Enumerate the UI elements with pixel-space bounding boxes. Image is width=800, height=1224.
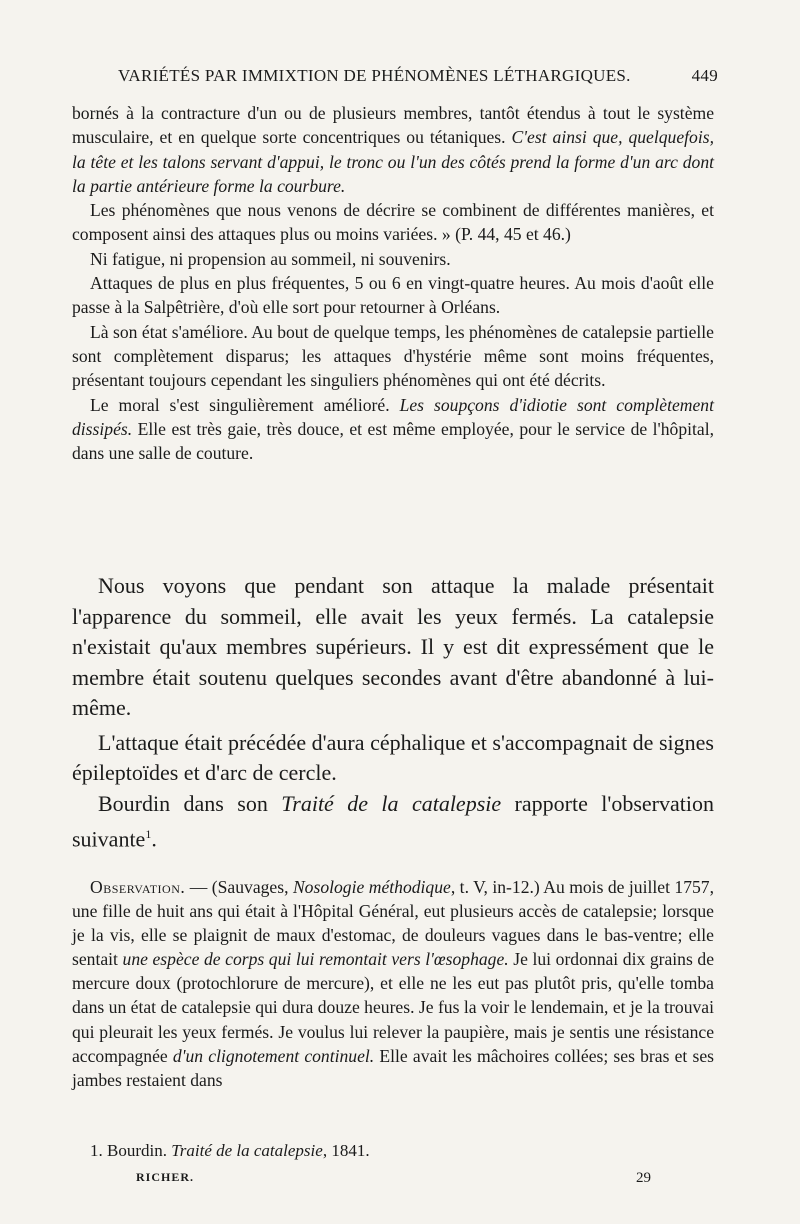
italic-run: une espèce de corps qui lui remontait vers l'œsophage. [122,949,509,970]
observation-label: Observation. [90,877,186,897]
running-title: VARIÉTÉS PAR IMMIXTION DE PHÉNOMÈNES LÉTHARGIQUES. [118,66,631,85]
footnote [90,1140,710,1162]
text-run: Je lui ordonnai dix grains de mercure doux (protochlorure de mercure), et elle ne les eut pas plutôt pris, qu'elle tomba dans un état de catalepsie qui dura douze heures. Je fus la voir le lendemain, et je la trouvai qui pleurait les yeux fermés. Je voulus lui relever la paupière, mais je sentis une résistance accompagnée [72,949,715,1066]
italic-run: Traité de la catalepsie [281,790,502,816]
commentary-text [72,571,714,855]
paragraph [72,875,714,1092]
text-run: — (Sauvages, [185,877,293,897]
footnote-marker: 1 [145,827,152,841]
page-number: 449 [691,66,718,85]
italic-run: Les soupçons d'idiotie sont complètement dissipés. [72,394,714,439]
paragraph: Nous voyons que pendant son attaque la malade présentait l'apparence du sommeil, elle avait les yeux fermés. La catalepsie n'existait qu'aux membres supérieurs. Il y est dit expressément que le membre était soutenu quelques secondes avant d'être abandonné à lui-même. [72,573,714,720]
text-run: bornés à la contracture d'un ou de plusieurs membres, tantôt étendus à tout le système musculaire, et en quelque sorte concentriques ou tétaniques. [72,103,714,148]
text-run: Le moral s'est singulièrement amélioré. [90,394,400,415]
observation-text [72,875,714,1092]
italic-run: C'est ainsi que, quelquefois, la tête et les talons servant d'appui, le tronc ou l'un des côtés prend la forme d'un arc dont la partie antérieure forme la courbure. [72,127,714,196]
paragraph: Ni fatigue, ni propension au sommeil, ni souvenirs. [90,248,451,269]
paragraph: L'attaque était précédée d'aura céphalique et s'accompagnait de signes épileptoïdes et d'arc de cercle. [72,729,714,785]
text-run: . [151,826,157,852]
text-run: Elle avait les mâchoires collées; ses bras et ses jambes restaient dans [72,1045,715,1090]
text-run: Elle est très gaie, très douce, et est même employée, pour le service de l'hôpital, dans une salle de couture. [72,418,714,464]
paragraph [72,101,714,198]
text-run: Bourdin dans son [98,790,282,816]
text-run: rapporte l'observation suivante [72,790,714,852]
footer-signature: 29 [636,1170,651,1186]
quoted-case-text [72,101,714,465]
text-run: , t. V, in-12.) Au mois de juillet 1757, une fille de huit ans qui était à l'Hôpital Général, eut plusieurs accès de catalepsie; lorsque je la vis, elle se plaignit de maux d'estomac, de douleurs vagues dans le bas-ventre; elle sentait [72,877,714,970]
paragraph [72,393,714,466]
paragraph [72,789,714,855]
italic-run: Nosologie méthodique [292,877,451,897]
italic-run: d'un clignotement continuel. [172,1045,375,1066]
page-header [118,66,718,86]
paragraph: Les phénomènes que nous venons de décrire se combinent de différentes manières, et composent ainsi des attaques plus ou moins variées. » (P. 44, 45 et 46.) [72,200,714,245]
paragraph: Là son état s'améliore. Au bout de quelque temps, les phénomènes de catalepsie partielle sont complètement disparus; les attaques d'hystérie même sont moins fréquentes, présentant toujours cependant les singuliers phénomènes qui ont été décrits. [72,321,714,391]
footnote-title: Traité de la catalepsie [171,1141,323,1160]
footnote-rest: , 1841. [322,1141,370,1160]
footnote-number: 1. Bourdin. [90,1141,172,1160]
paragraph: Attaques de plus en plus fréquentes, 5 ou 6 en vingt-quatre heures. Au mois d'août elle passe à la Salpêtrière, d'où elle sort pour retourner à Orléans. [72,273,714,318]
footer-author: RICHER. [136,1170,195,1184]
